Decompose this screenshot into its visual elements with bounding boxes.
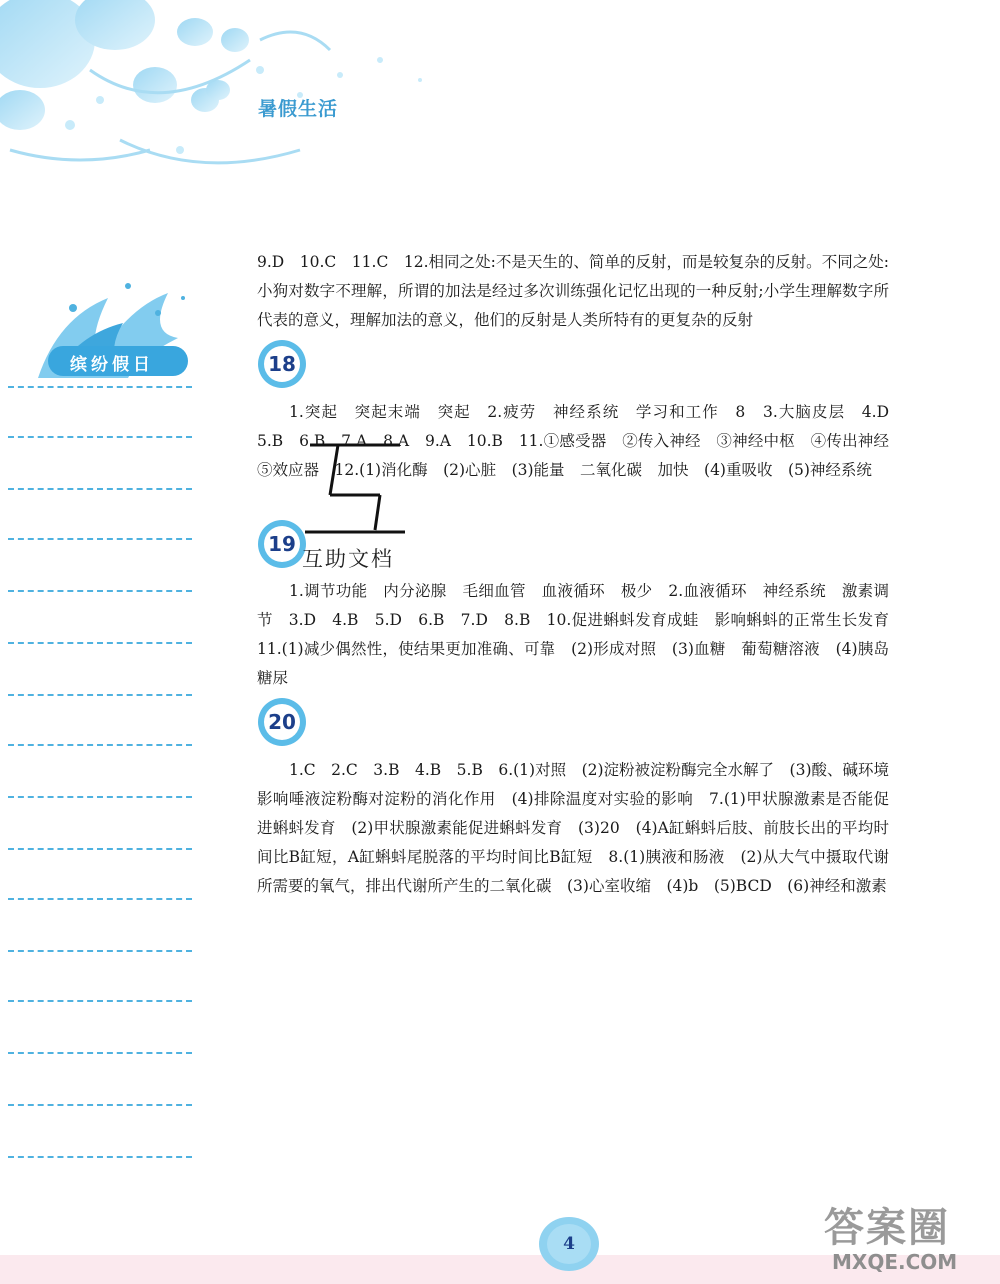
watermark-strokes — [300, 440, 410, 550]
floral-decoration — [0, 0, 460, 190]
section-number: 19 — [268, 532, 296, 556]
answer-paragraph-20: 1.C 2.C 3.B 4.B 5.B 6.(1)对照 (2)淀粉被淀粉酶完全水解了 (3)酸、碱环境影响唾液淀粉酶对淀粉的消化作用 (4)排除温度对实验的影响 7.(1)甲状腺激素是否能促进蝌蚪发育 (2)甲状腺激素能促进蝌蚪发育 (3)20 (4)A缸蝌蚪后肢、前肢长出的平均时间比B缸短，A缸蝌蚪尾脱落的平均时间比B缸短 8.(1)胰液和肠液 (2)从大气中摄取代谢所需要的氧气，排出代谢所产生的二氧化碳 (3)心室收缩 (4)b (5)BCD (6)神经和激素 — [257, 761, 889, 895]
watermark-text: 互助文档 — [302, 547, 394, 571]
section-number: 20 — [268, 710, 296, 734]
note-line — [8, 642, 192, 644]
answer-paragraph-intro: 9.D 10.C 11.C 12.相同之处:不是天生的、简单的反射，而是较复杂的反射。不同之处:小狗对数字不理解，所谓的加法是经过多次训练强化记忆出现的一种反射;小学生理解数字所代表的意义，理解加法的意义，他们的反射是人类所特有的更复杂的反射 — [257, 253, 889, 329]
note-line — [8, 1156, 192, 1158]
page-number: 4 — [563, 1234, 575, 1254]
note-line — [8, 898, 192, 900]
note-line — [8, 538, 192, 540]
note-line — [8, 1000, 192, 1002]
section-badge-20 — [256, 696, 308, 748]
note-line — [8, 796, 192, 798]
note-line — [8, 488, 192, 490]
section-badge-19 — [256, 518, 308, 570]
note-line — [8, 744, 192, 746]
section-number: 18 — [268, 352, 296, 376]
note-line — [8, 386, 192, 388]
site-logo — [814, 1196, 994, 1280]
answer-paragraph-19: 1.调节功能 内分泌腺 毛细血管 血液循环 极少 2.血液循环 神经系统 激素调节 3.D 4.B 5.D 6.B 7.D 8.B 10.促进蝌蚪发育成蛙 影响蝌蚪的正常生长发育 11.(1)减少偶然性，使结果更加准确、可靠 (2)形成对照 (3)血糖 葡萄糖溶液 (4)胰岛 糖尿 — [257, 582, 905, 687]
site-logo-url: MXQE.COM — [832, 1250, 958, 1274]
note-line — [8, 694, 192, 696]
section-badge-18 — [256, 338, 308, 390]
note-line — [8, 590, 192, 592]
note-line — [8, 436, 192, 438]
note-line — [8, 950, 192, 952]
sidebar-badge-label: 缤纷假日 — [70, 355, 154, 375]
site-logo-text: 答案圈 — [824, 1205, 950, 1251]
note-line — [8, 848, 192, 850]
book-title: 暑假生活 — [258, 98, 339, 120]
note-line — [8, 1104, 192, 1106]
page-number-badge — [538, 1216, 600, 1272]
note-line — [8, 1052, 192, 1054]
answer-paragraph-18: 1.突起 突起末端 突起 2.疲劳 神经系统 学习和工作 8 3.大脑皮层 4.D 5.B 6.B 7.A 8.A 9.A 10.B 11.①感受器 ②传入神经 ③神经中枢 ④传出神经 ⑤效应器 12.(1)消化酶 (2)心脏 (3)能量 二氧化碳 加快 (4)重吸收 (5)神经系统 — [257, 403, 905, 479]
